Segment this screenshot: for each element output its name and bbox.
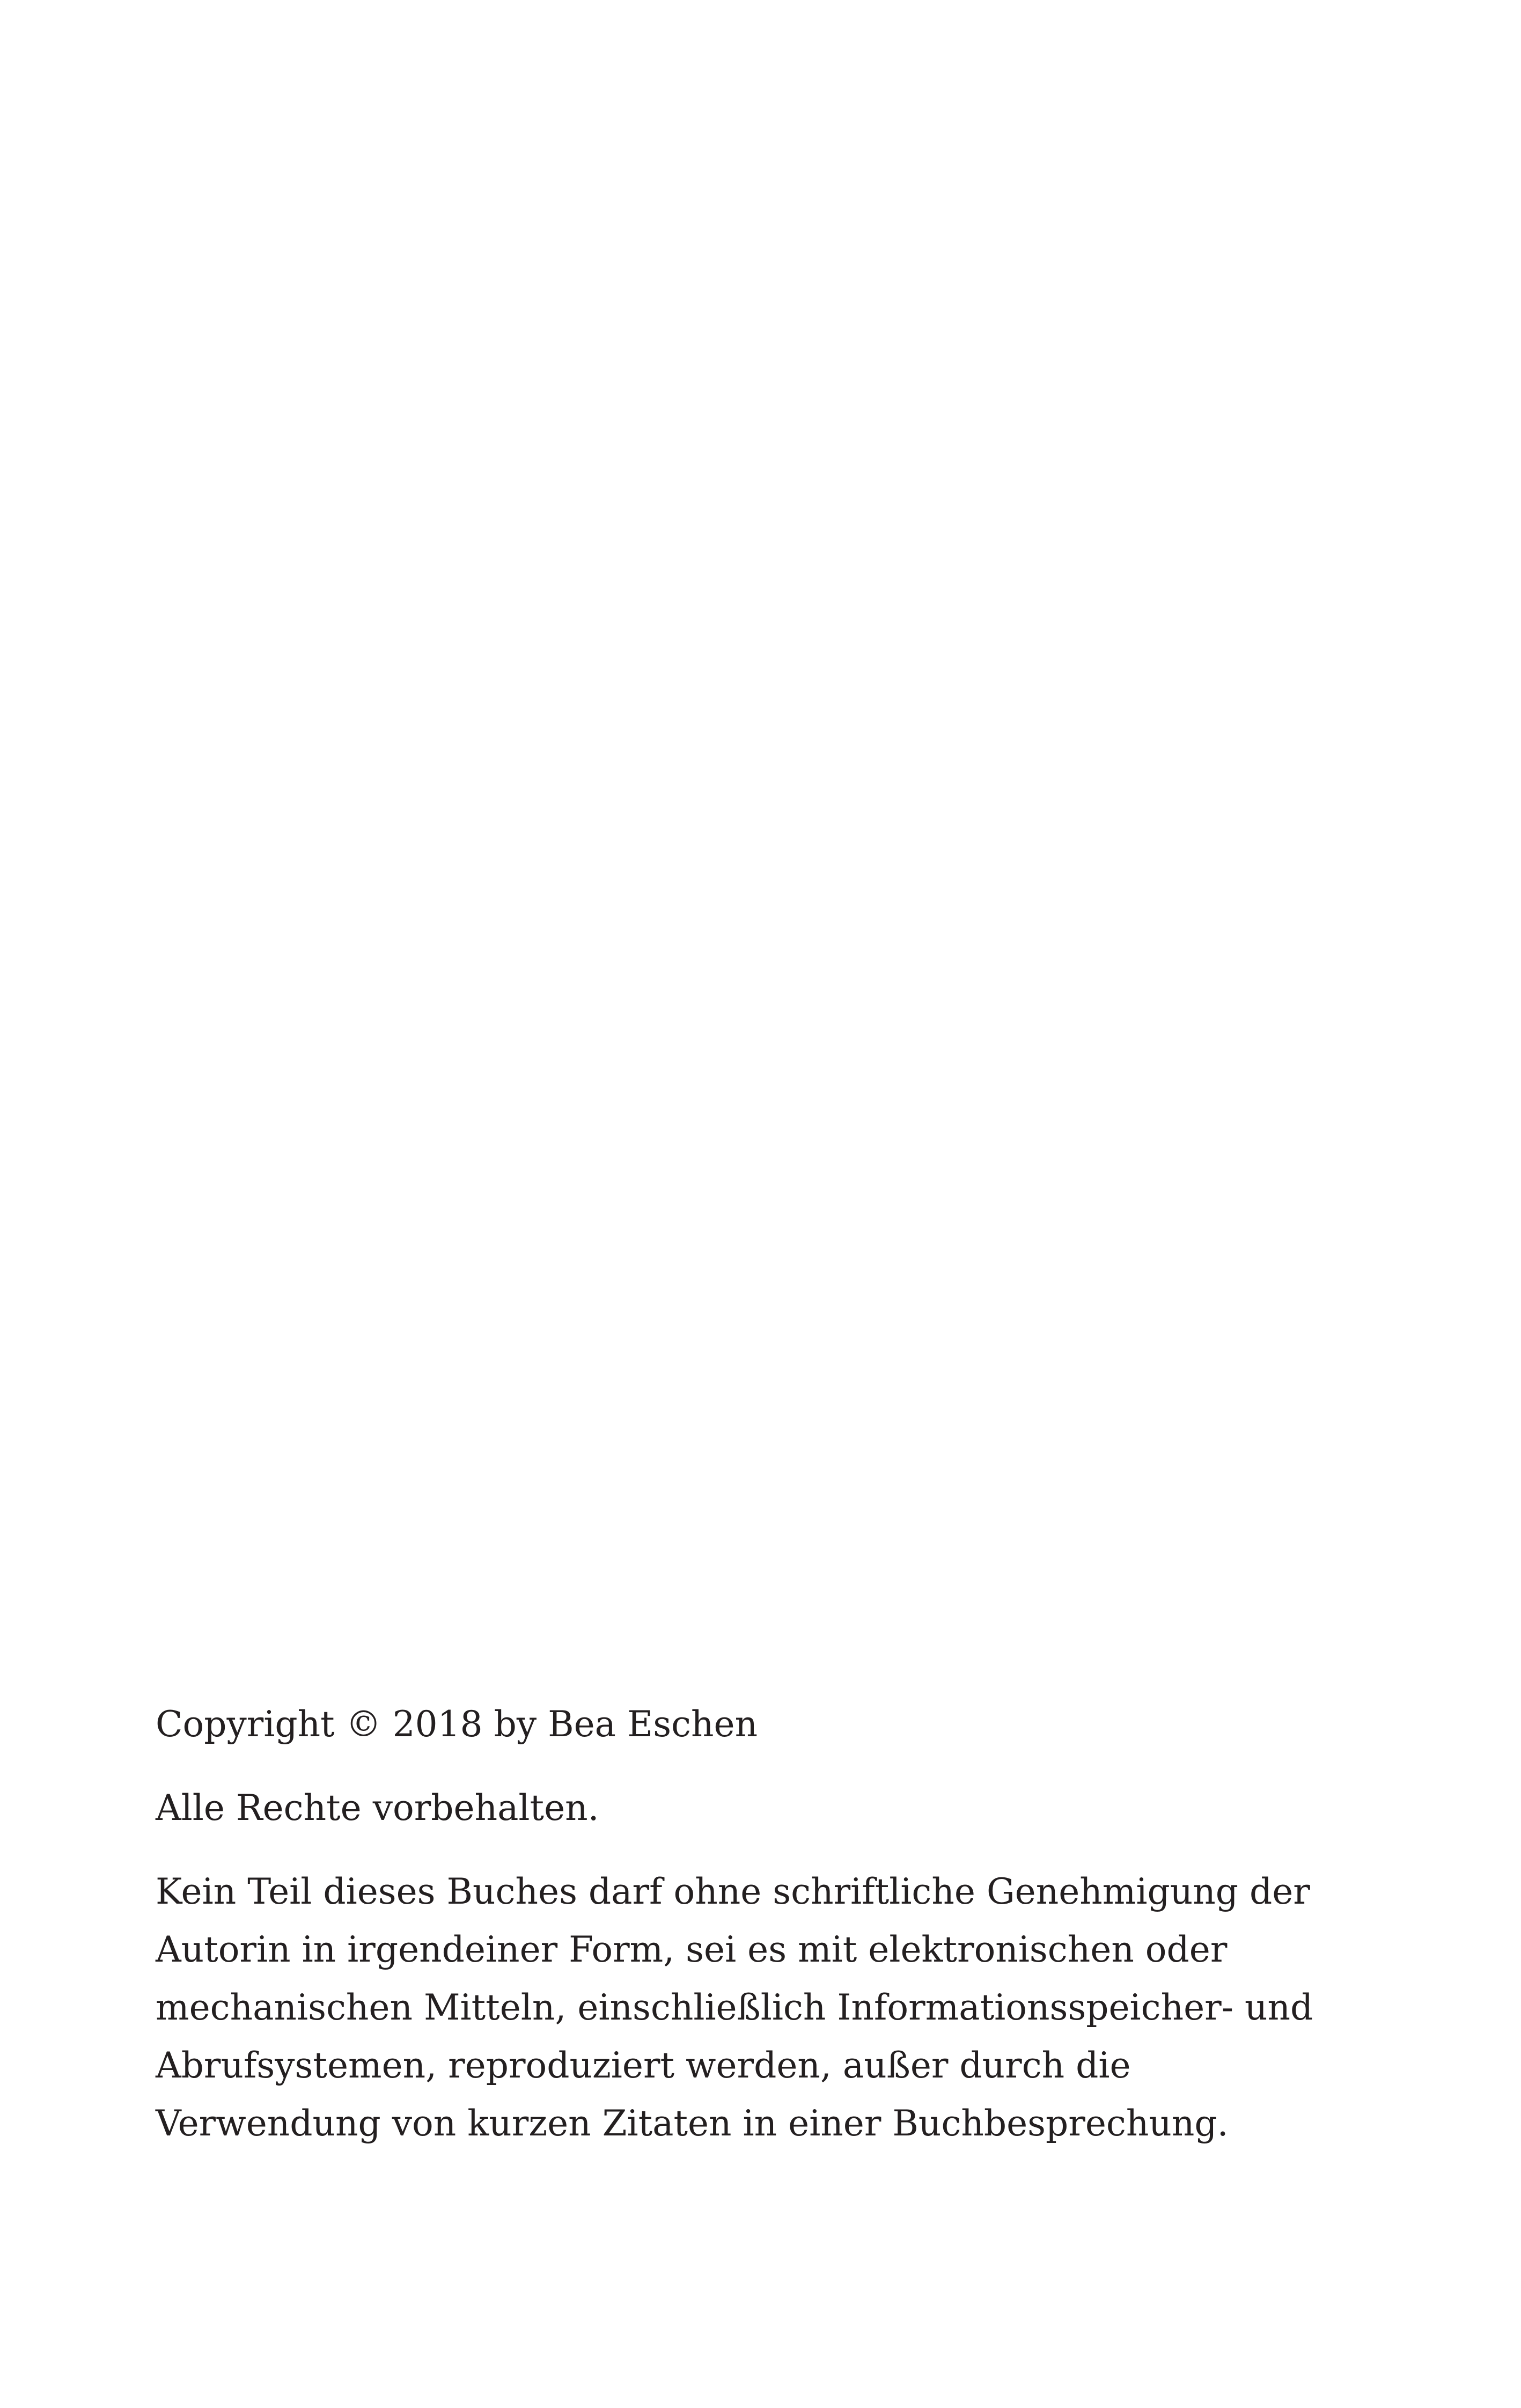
notice-line: Verwendung von kurzen Zitaten in einer Buchbesprechung. — [156, 2103, 1229, 2144]
copyright-block — [156, 1695, 1443, 2153]
notice-line: mechanischen Mitteln, einschließlich Informationsspeicher- und — [156, 1987, 1313, 2028]
notice-line: Abrufsystemen, reproduziert werden, außer durch die — [156, 2045, 1131, 2086]
copyright-notice: Copyright © 2018 by Bea Eschen — [156, 1704, 758, 1745]
notice-line: Kein Teil dieses Buches darf ohne schriftliche Genehmigung der — [156, 1871, 1310, 1912]
reproduction-notice — [156, 1863, 1443, 2153]
notice-line: Autorin in irgendeiner Form, sei es mit elektronischen oder — [156, 1929, 1228, 1970]
all-rights-reserved: Alle Rechte vorbehalten. — [156, 1787, 599, 1829]
